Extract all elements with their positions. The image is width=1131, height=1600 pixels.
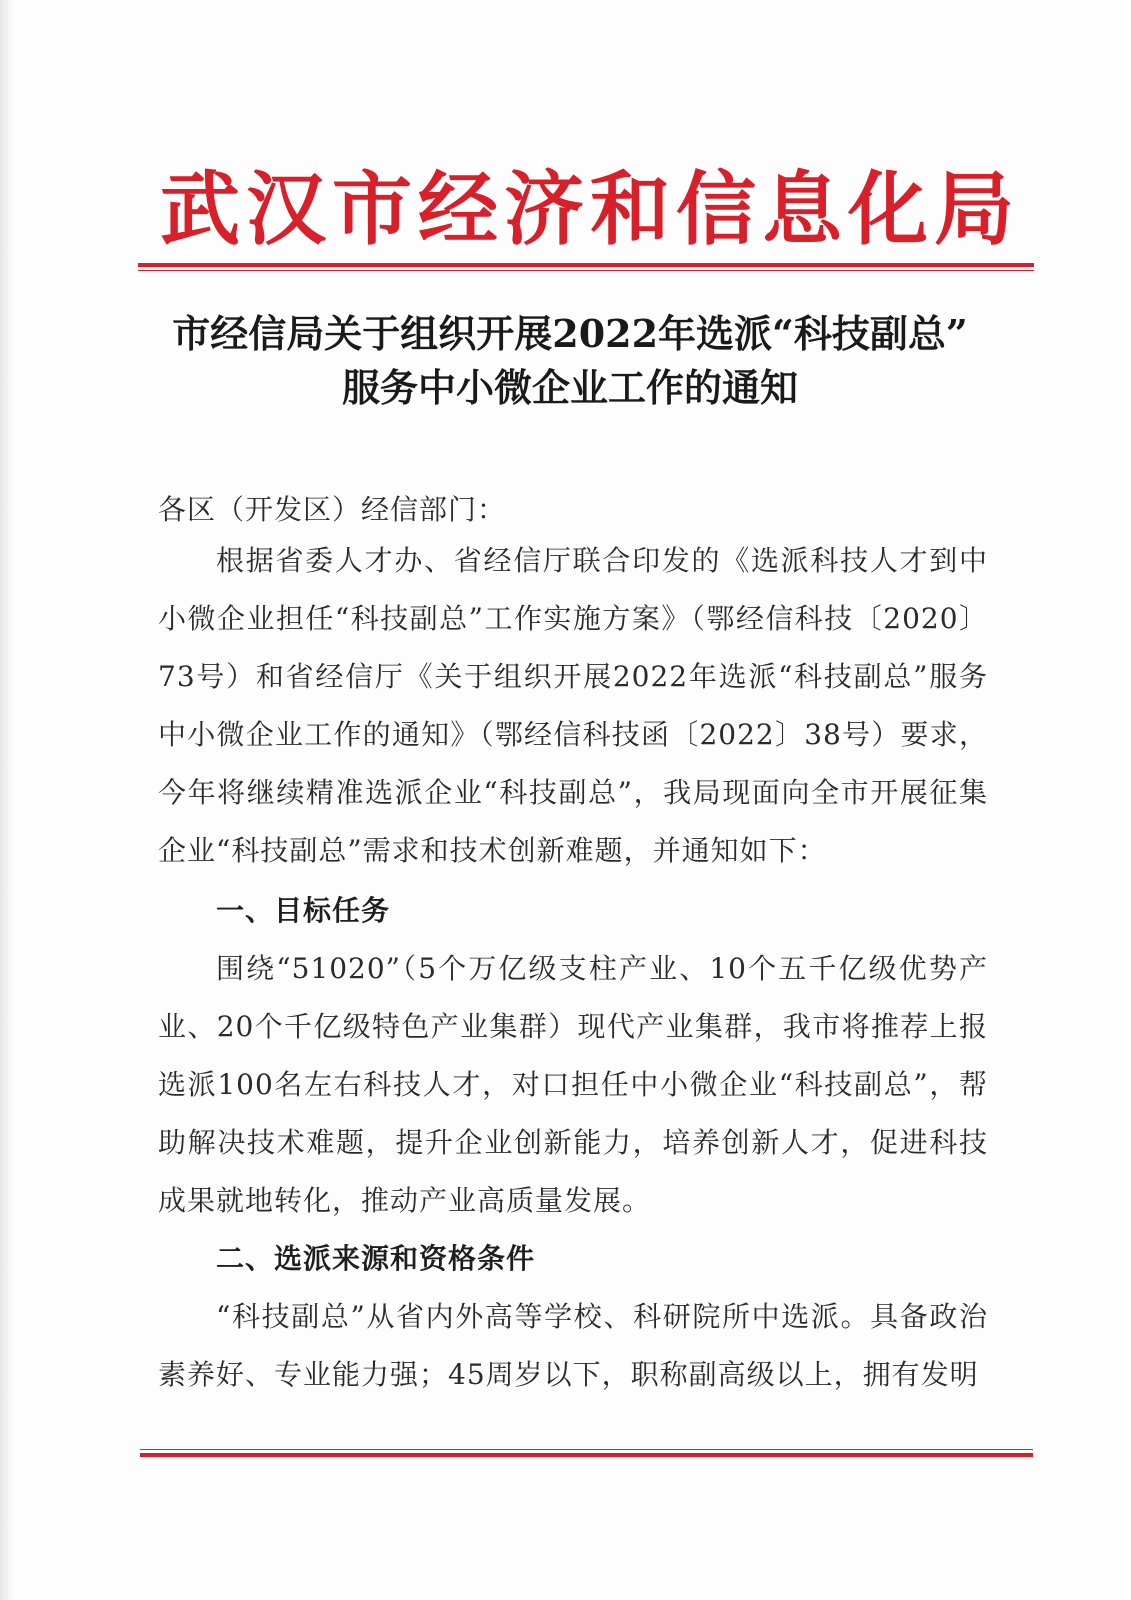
footer-rule-thick [140,1453,1033,1457]
masthead-title: 武汉市经济和信息化局 [160,163,1020,256]
section-heading-1: 一、目标任务 [216,894,391,927]
masthead-rule-thin [138,270,1034,271]
document-title-line-1: 市经信局关于组织开展2022年选派“科技副总” [172,311,968,356]
scan-edge-shadow [0,0,14,1600]
document-title-line-2: 服务中小微企业工作的通知 [341,365,798,410]
salutation: 各区（开发区）经信部门： [158,493,507,526]
footer-rule-thin [140,1449,1033,1450]
paragraph-targets: 围绕“51020”（5个万亿级支柱产业、10个五千亿级优势产业、20个千亿级特色产业集群）现代产业集群，我市将推荐上报选派100名左右科技人才，对口担任中小微企业“科技副总”，帮助解决技术难题，提升企业创新能力，培养创新人才，促进科技成果就地转化，推动产业高质量发展。 [158,952,988,1217]
paragraph-qualifications: “科技副总”从省内外高等学校、科研院所中选派。具备政治素养好、专业能力强；45周岁以下，职称副高级以上，拥有发明 [158,1300,988,1391]
masthead-rule-thick [138,263,1034,267]
paragraph-intro: 根据省委人才办、省经信厅联合印发的《选派科技人才到中小微企业担任“科技副总”工作实施方案》（鄂经信科技〔2020〕73号）和省经信厅《关于组织开展2022年选派“科技副总”服务中小微企业工作的通知》（鄂经信科技函〔2022〕38号）要求，今年将继续精准选派企业“科技副总”，我局现面向全市开展征集企业“科技副总”需求和技术创新难题，并通知如下： [158,544,988,867]
document-title [150,307,990,415]
section-heading-2: 二、选派来源和资格条件 [216,1242,536,1275]
